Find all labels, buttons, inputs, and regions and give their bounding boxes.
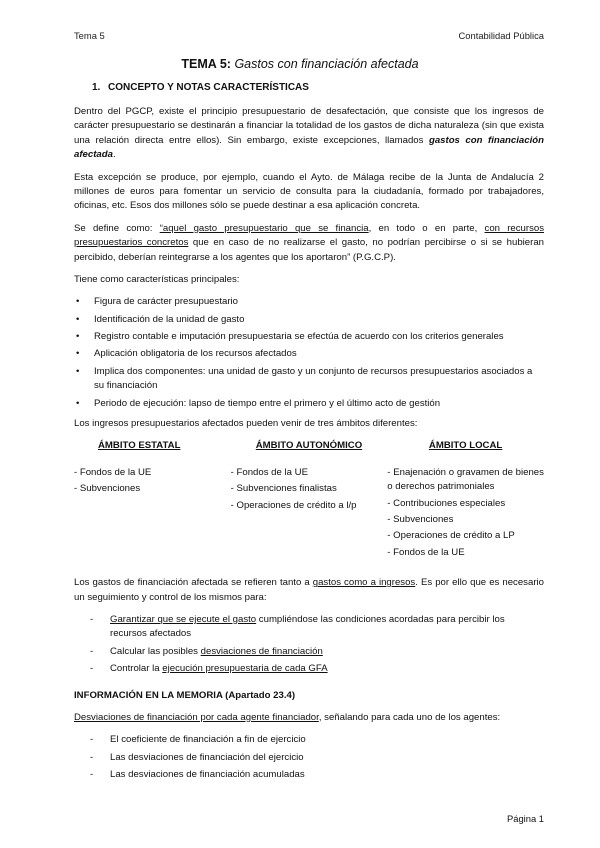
item-underlined: ejecución presupuestaria de cada GFA <box>162 663 328 675</box>
paragraph-desviaciones <box>74 711 544 725</box>
column-heading: ÁMBITO AUTONÓMICO <box>255 440 363 452</box>
paragraph-characteristics-intro: Tiene como características principales: <box>74 273 240 285</box>
item-pre: Controlar la <box>110 663 163 675</box>
list-item: - Operaciones de crédito a l/p <box>230 499 357 511</box>
list-item: - Las desviaciones de financiación acumuladas <box>74 768 544 782</box>
list-item: - Las desviaciones de financiación del ejercicio <box>74 751 544 765</box>
item-rest: cumpliéndose las condiciones acordadas para percibir los recursos afectados <box>110 613 505 640</box>
list-item: • Implica dos componentes: una unidad de gasto y un conjunto de recursos presupuestarios asociados a su financiación <box>74 365 544 394</box>
desviaciones-list <box>74 733 544 782</box>
paragraph-definition <box>74 222 544 265</box>
page-number: Página 1 <box>506 813 544 824</box>
paragraph-desafectacion <box>74 105 544 163</box>
page-title <box>0 55 600 74</box>
list-item: • Aplicación obligatoria de los recursos afectados <box>74 347 544 361</box>
p6-c: . Es por ello que es necesario un seguimiento y control de los mismos para: <box>74 577 544 603</box>
column-heading: ÁMBITO LOCAL <box>428 440 503 452</box>
p7-underlined: Desviaciones de financiación por cada agente financiador <box>74 711 319 723</box>
p1-end: . <box>112 149 116 161</box>
list-item: - Operaciones de crédito a LP <box>387 530 515 542</box>
paragraph-ambitos-intro: Los ingresos presupuestarios afectados pueden venir de tres ámbitos diferentes: <box>74 418 418 430</box>
paragraph-example: Esta excepción se produce, por ejemplo, cuando el Ayto. de Málaga recibe de la Junta de Andalucía 2 millones de euros para fomentar un servicio de consulta para la ciudadanía, formado por trabajadores, oficinas, etc. Esos dos millones sólo se puede destinar a esa aplicación concreta. <box>74 171 544 212</box>
list-item <box>74 662 544 676</box>
memoria-title: INFORMACIÓN EN LA MEMORIA <box>74 689 223 701</box>
list-item: - Fondos de la UE <box>74 466 152 478</box>
list-item: - Fondos de la UE <box>387 546 465 558</box>
section-heading <box>92 80 544 95</box>
list-item <box>74 645 544 659</box>
p3-a: Se define como: <box>74 222 160 234</box>
section-number: 1. <box>92 82 101 93</box>
list-item: - Subvenciones <box>387 513 454 525</box>
header-right: Contabilidad Pública <box>458 30 544 41</box>
p3-d: con recursos presupuestarios concretos <box>74 222 545 249</box>
list-item: - Fondos de la UE <box>230 466 308 478</box>
list-item: - Enajenación o gravamen de bienes o derechos patrimoniales <box>387 466 544 493</box>
list-item: • Registro contable e imputación presupuestaria se efectúa de acuerdo con los criterios generales <box>74 330 544 344</box>
list-item: • Identificación de la unidad de gasto <box>74 313 544 327</box>
memoria-ref: (Apartado 23.4) <box>222 689 296 701</box>
document-body <box>74 80 544 794</box>
column-heading: ÁMBITO ESTATAL <box>98 440 181 452</box>
column-estatal <box>74 439 231 562</box>
characteristics-list <box>74 295 544 411</box>
p6-b: gastos como a ingresos <box>312 577 416 589</box>
header-left: Tema 5 <box>74 30 105 41</box>
item-underlined: Garantizar que se ejecute el gasto <box>110 613 257 625</box>
controls-list <box>74 613 544 677</box>
list-item: - Subvenciones finalistas <box>230 483 337 495</box>
list-item: - Contribuciones especiales <box>387 497 506 509</box>
section-title: CONCEPTO Y NOTAS CARACTERÍSTICAS <box>108 82 309 93</box>
memoria-heading <box>74 689 544 703</box>
list-item: • Figura de carácter presupuestario <box>74 295 544 309</box>
column-autonomico <box>231 439 388 562</box>
p7-rest: , señalando para cada uno de los agentes: <box>318 711 501 723</box>
item-pre: Calcular las posibles <box>110 645 201 657</box>
p3-b: “aquel gasto presupuestario que se financia <box>159 222 369 234</box>
title-bold: TEMA 5: <box>181 57 231 71</box>
list-item: - Subvenciones <box>74 483 141 495</box>
p1-emphasis: gastos con financiación afectada <box>74 134 544 161</box>
ambitos-columns <box>74 439 544 562</box>
item-underlined: desviaciones de financiación <box>200 645 323 657</box>
list-item: • Periodo de ejecución: lapso de tiempo entre el primero y el último acto de gestión <box>74 397 544 411</box>
title-italic: Gastos con financiación afectada <box>234 57 419 71</box>
p1-text: Dentro del PGCP, existe el principio presupuestario de desafectación, que consiste que los ingresos de carácter presupuestario se destinarán a financiar la totalidad de los gastos de dicha naturaleza (sin que exista una relación directa entre ellos). Sin embargo, existe excepciones, llamados <box>74 106 544 146</box>
p3-c: , en todo o en parte, <box>368 222 485 234</box>
column-local <box>387 439 544 562</box>
paragraph-gastos-ingresos <box>74 576 544 605</box>
list-item <box>74 613 544 642</box>
list-item: - El coeficiente de financiación a fin de ejercicio <box>74 733 544 747</box>
p6-a: Los gastos de financiación afectada se refieren tanto a <box>74 577 313 589</box>
p3-e: que en caso de no realizarse el gasto, no podrían percibirse o si se hubieran percibido, deberían reintegrarse a los agentes que los aportaron” (P.G.C.P). <box>74 237 544 263</box>
